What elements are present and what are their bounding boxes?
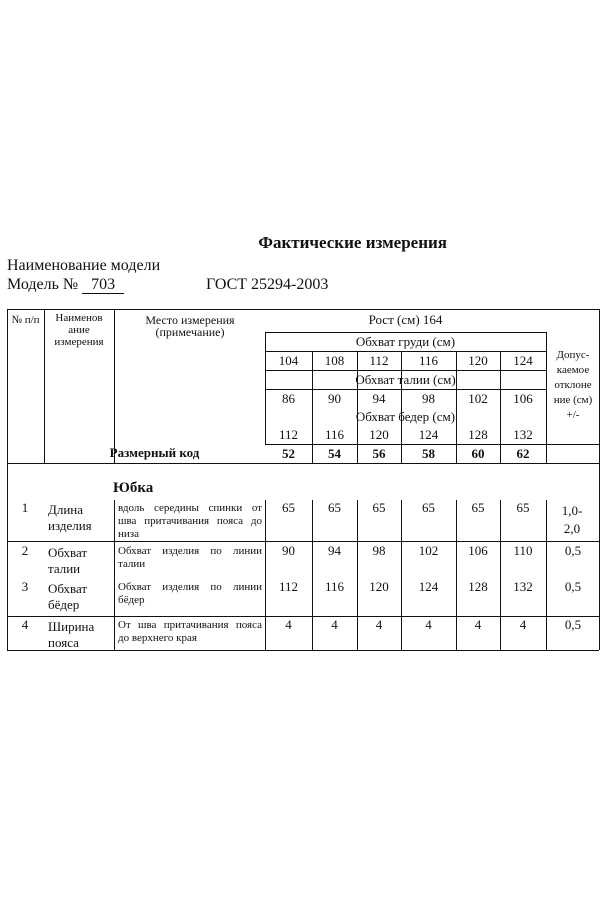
size-code-label: Размерный код bbox=[109, 445, 200, 460]
rule-height bbox=[265, 332, 546, 333]
waist-value: 86 bbox=[282, 391, 295, 406]
value-col-edge-body bbox=[546, 500, 547, 650]
row-tolerance: 0,5 bbox=[564, 579, 582, 594]
row-value: 65 bbox=[282, 500, 295, 515]
row-value: 112 bbox=[278, 579, 299, 594]
header-chest: Обхват груди (см) bbox=[355, 334, 456, 349]
hips-value: 112 bbox=[278, 427, 299, 442]
value-col-divider-head bbox=[312, 351, 313, 463]
row-value: 98 bbox=[372, 543, 386, 558]
chest-value: 112 bbox=[369, 353, 389, 368]
rule-waist-label bbox=[265, 389, 546, 390]
col-place-divider-body bbox=[114, 500, 115, 650]
row-value: 116 bbox=[324, 579, 345, 594]
row-measure-name: Длина изделия bbox=[48, 502, 92, 533]
header-tolerance: Допус-каемое отклоне ние (см) +/- bbox=[553, 349, 593, 421]
row-measure-name: Обхват талии bbox=[48, 545, 88, 576]
header-waist: Обхват талии (см) bbox=[355, 372, 456, 387]
gost-standard: ГОСТ 25294-2003 bbox=[206, 276, 329, 293]
row-measure-place: Обхват изделия по линии талии bbox=[118, 545, 262, 570]
col-name-divider bbox=[114, 309, 115, 463]
hips-value: 124 bbox=[418, 427, 439, 442]
size-code-value: 54 bbox=[328, 446, 341, 461]
row-value: 120 bbox=[369, 579, 389, 594]
row-measure-name: Обхват бёдер bbox=[48, 581, 88, 612]
waist-value: 94 bbox=[372, 391, 386, 406]
row-number: 3 bbox=[21, 579, 29, 594]
row-value: 4 bbox=[519, 617, 527, 632]
row-value: 4 bbox=[285, 617, 292, 632]
table-border-top bbox=[7, 309, 599, 310]
row-value: 124 bbox=[418, 579, 439, 594]
row-value: 128 bbox=[468, 579, 488, 594]
model-number-line bbox=[7, 276, 124, 294]
header-place: Место измерения (примечание) bbox=[145, 313, 235, 339]
row-value: 106 bbox=[468, 543, 488, 558]
row-value: 4 bbox=[331, 617, 338, 632]
row-value: 65 bbox=[372, 500, 386, 515]
table-border-left bbox=[7, 309, 8, 650]
row-measure-place: вдоль середины спинки от шва притачивания пояса до низа bbox=[118, 502, 262, 540]
row-value: 102 bbox=[418, 543, 439, 558]
model-number-label: Модель № bbox=[7, 276, 79, 293]
section-skirt: Юбка bbox=[113, 480, 154, 496]
row-tolerance: 1,0-2,0 bbox=[561, 503, 583, 536]
hips-value: 120 bbox=[369, 427, 389, 442]
hips-value: 116 bbox=[324, 427, 345, 442]
waist-value: 102 bbox=[468, 391, 488, 406]
chest-value: 116 bbox=[418, 353, 439, 368]
header-bottom-rule bbox=[7, 463, 599, 464]
hips-value: 128 bbox=[468, 427, 488, 442]
value-col-divider-head bbox=[357, 351, 358, 463]
header-hips: Обхват бедер (см) bbox=[355, 409, 456, 424]
row-value: 65 bbox=[516, 500, 530, 515]
header-name: Наименов ание измерения bbox=[54, 312, 104, 348]
row-value: 65 bbox=[328, 500, 341, 515]
row-measure-name: Ширина пояса bbox=[48, 619, 95, 650]
waist-value: 106 bbox=[513, 391, 533, 406]
size-code-value: 56 bbox=[372, 446, 386, 461]
chest-value: 108 bbox=[324, 353, 345, 368]
size-code-value: 58 bbox=[422, 446, 435, 461]
model-name-label: Наименование модели bbox=[7, 257, 161, 274]
row-value: 4 bbox=[425, 617, 432, 632]
waist-value: 90 bbox=[328, 391, 341, 406]
rule-chest-values bbox=[265, 370, 546, 371]
chest-value: 124 bbox=[513, 353, 533, 368]
row-number: 4 bbox=[21, 617, 29, 632]
rule-row-1 bbox=[7, 541, 599, 542]
chest-value: 104 bbox=[278, 353, 299, 368]
row-number: 2 bbox=[21, 543, 29, 558]
model-number: 703 bbox=[82, 276, 124, 294]
row-number: 1 bbox=[21, 500, 29, 515]
document-title: Фактические измерения bbox=[258, 233, 447, 252]
header-height: Рост (см) 164 bbox=[368, 312, 443, 327]
hips-value: 132 bbox=[513, 427, 533, 442]
col-tolerance-divider bbox=[546, 332, 547, 463]
row-value: 4 bbox=[474, 617, 482, 632]
rule-row-3 bbox=[7, 616, 599, 617]
row-value: 65 bbox=[471, 500, 485, 515]
row-value: 4 bbox=[375, 617, 383, 632]
row-measure-place: Обхват изделия по линии бёдер bbox=[118, 581, 262, 606]
chest-value: 120 bbox=[468, 353, 488, 368]
rule-size-code-top bbox=[265, 444, 599, 445]
value-col-divider-head bbox=[500, 351, 501, 463]
row-value: 110 bbox=[513, 543, 533, 558]
header-no: № п/п bbox=[11, 314, 40, 326]
waist-value: 98 bbox=[422, 391, 435, 406]
row-value: 132 bbox=[513, 579, 533, 594]
row-value: 90 bbox=[282, 543, 295, 558]
value-col-divider-head bbox=[456, 351, 457, 463]
row-value: 65 bbox=[422, 500, 435, 515]
row-value: 94 bbox=[328, 543, 341, 558]
row-tolerance: 0,5 bbox=[564, 617, 582, 632]
size-code-value: 62 bbox=[516, 446, 530, 461]
row-tolerance: 0,5 bbox=[564, 543, 582, 558]
row-measure-place: От шва притачивания пояса до верхнего края bbox=[118, 619, 262, 644]
size-code-value: 60 bbox=[471, 446, 485, 461]
size-code-value: 52 bbox=[282, 446, 295, 461]
rule-chest-label bbox=[265, 351, 546, 352]
col-place-divider-head bbox=[265, 332, 266, 444]
value-col-divider-head bbox=[401, 351, 402, 463]
